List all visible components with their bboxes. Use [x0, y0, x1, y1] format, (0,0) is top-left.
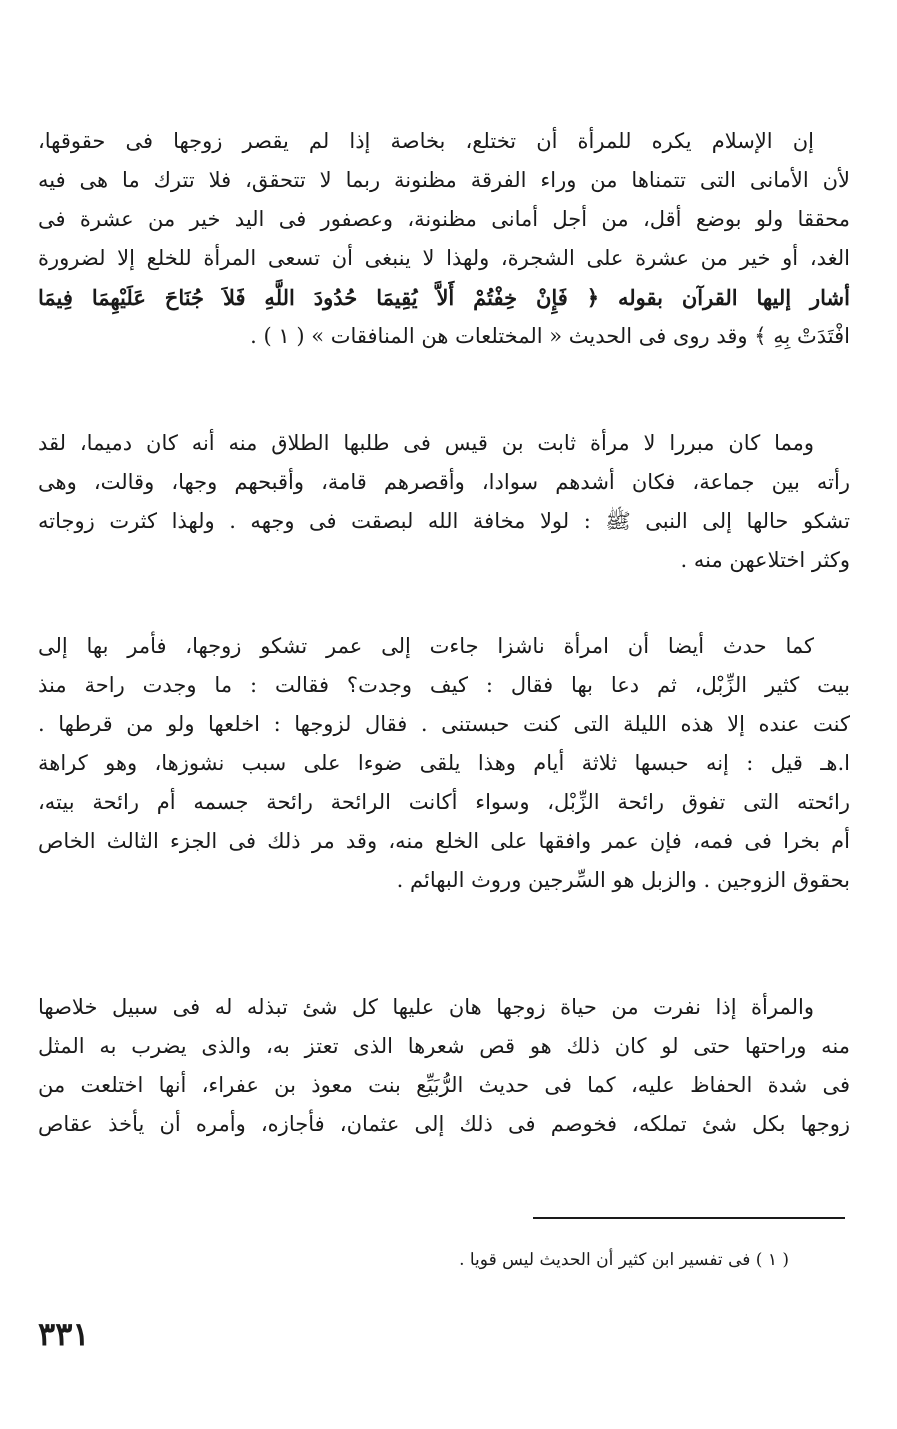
text-line: بيت كثير الزِّبْل، ثم دعا بها فقال : كيف وجدت؟ فقالت : ما وجدت راحة منذ [38, 673, 850, 697]
paragraph-3 [38, 627, 850, 900]
text-line: ا.هـ قيل : إنه حبسها ثلاثة أيام وهذا يلقى ضوءا على سبب نشوزها، وهو كراهة [38, 751, 850, 775]
text-line: منه وراحتها حتى لو كان ذلك هو قص شعرها الذى تعتز به، والذى يضرب به المثل [38, 1034, 850, 1058]
text-line: رأته بين جماعة، فكان أشدهم سوادا، وأقصرهم قامة، وأقبحهم وجها، وقالت، وهى [38, 470, 850, 494]
quran-verse-line: أشار إليها القرآن بقوله ﴿ فَإِنْ خِفْتُمْ أَلاَّ يُقِيمَا حُدُودَ اللَّهِ فَلاَ جُنَاحَ عَلَيْهِمَا فِيمَا [38, 285, 850, 310]
paragraph-4 [38, 988, 850, 1144]
paragraph-2 [38, 424, 850, 580]
text-line: والمرأة إذا نفرت من حياة زوجها هان عليها كل شئ تبذله له فى سبيل خلاصها [38, 995, 814, 1019]
paragraph-1 [38, 122, 850, 356]
text-line: زوجها بكل شئ تملكه، فخوصم فى ذلك إلى عثمان، فأجازه، وأمره أن يأخذ عقاص [38, 1112, 850, 1136]
footnote-divider [533, 1217, 845, 1219]
text-line: بحقوق الزوجين . والزبل هو السِّرجين وروث البهائم . [396, 868, 850, 892]
text-line: كما حدث أيضا أن امرأة ناشزا جاءت إلى عمر تشكو زوجها، فأمر بها إلى [38, 634, 814, 658]
footnote: ( ١ ) فى تفسير ابن كثير أن الحديث ليس قويا . [459, 1250, 789, 1270]
text-line: الغد، أو خير من عشرة على الشجرة، ولهذا لا ينبغى أن تسعى المرأة للخلع إلا لضرورة [38, 246, 850, 270]
text-line: رائحته التى تفوق رائحة الزِّبْل، وسواء أكانت الرائحة رائحة جسمه أم رائحة بيته، [38, 790, 850, 814]
text-line: افْتَدَتْ بِهِ ﴾ وقد روى فى الحديث « المختلعات هن المنافقات » ( ١ ) . [250, 324, 850, 348]
text-line: إن الإسلام يكره للمرأة أن تختلع، بخاصة إذا لم يقصر زوجها فى حقوقها، [38, 129, 814, 153]
text-line: لأن الأمانى التى تتمناها من وراء الفرقة مظنونة ربما لا تتحقق، فلا تترك ما هى فيه [38, 168, 850, 192]
text-line: تشكو حالها إلى النبى ﷺ : لولا مخافة الله لبصقت فى وجهه . ولهذا كثرت زوجاته [38, 509, 850, 533]
text-line: أم بخرا فى فمه، فإن عمر وافقها على الخلع منه، وقد مر ذلك فى الجزء الثالث الخاص [38, 829, 850, 853]
text-line: محققا ولو بوضع أقل، من أجل أمانى مظنونة، وعصفور فى اليد خير من عشرة فى [38, 207, 850, 231]
text-line: وكثر اختلاعهن منه . [680, 548, 850, 572]
text-line: كنت عنده إلا هذه الليلة التى كنت حبستنى . فقال لزوجها : اخلعها ولو من قرطها . [38, 712, 850, 736]
text-line: ومما كان مبررا لا مرأة ثابت بن قيس فى طلبها الطلاق منه أنه كان دميما، لقد [38, 431, 814, 455]
text-line: فى شدة الحفاظ عليه، كما فى حديث الرُّبَيِّع بنت معوذ بن عفراء، أنها اختلعت من [38, 1073, 850, 1097]
page-number: ٣٣١ [38, 1315, 90, 1353]
